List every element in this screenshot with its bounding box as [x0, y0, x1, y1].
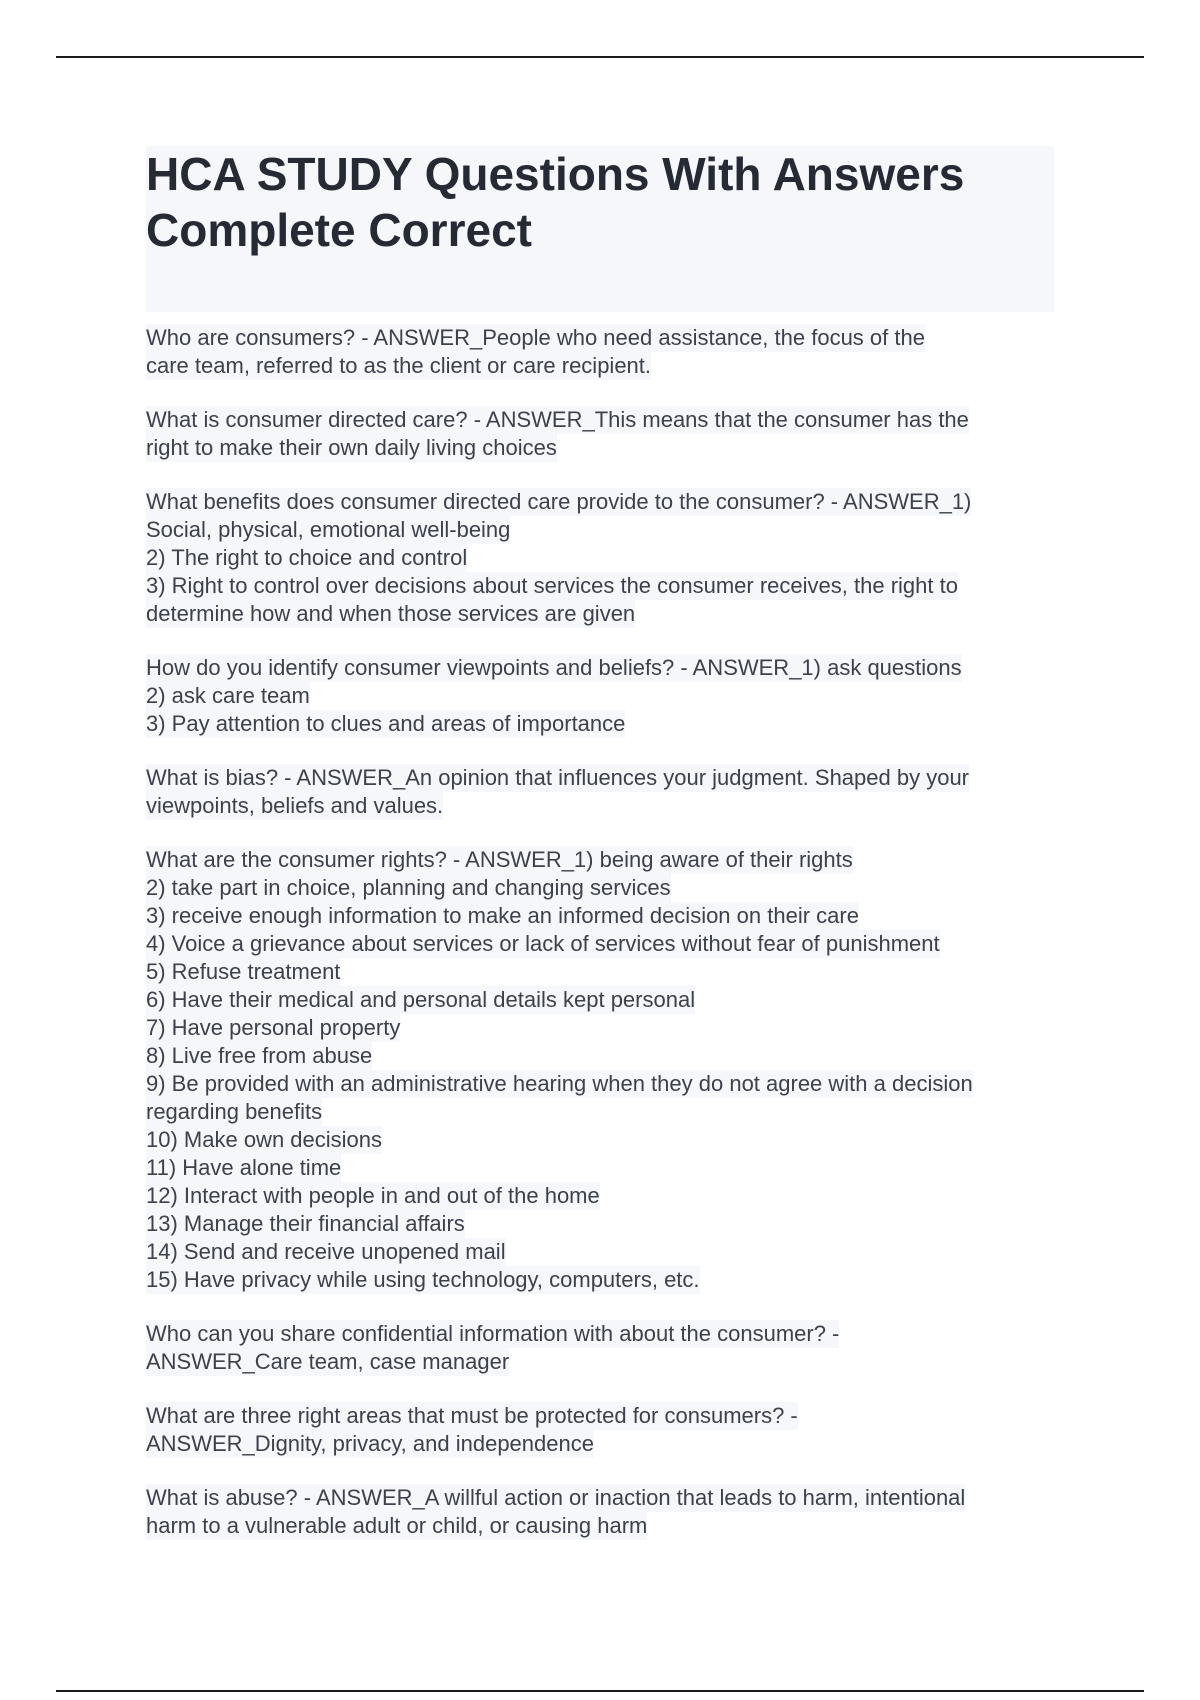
qa-item	[146, 764, 1054, 820]
qa-line: How do you identify consumer viewpoints and beliefs? - ANSWER_1) ask questions	[146, 655, 962, 680]
title-block	[146, 146, 1054, 312]
top-rule	[56, 56, 1144, 58]
title-line-1: HCA STUDY Questions With Answers	[146, 148, 965, 200]
qa-line: 2) ask care team	[146, 683, 310, 708]
qa-line: Who are consumers? - ANSWER_People who need assistance, the focus of the	[146, 325, 925, 350]
qa-line: 2) take part in choice, planning and changing services	[146, 875, 671, 900]
qa-line: harm to a vulnerable adult or child, or causing harm	[146, 1513, 648, 1538]
qa-line: 6) Have their medical and personal details kept personal	[146, 987, 696, 1012]
qa-line: What is bias? - ANSWER_An opinion that influences your judgment. Shaped by your	[146, 765, 970, 790]
bottom-rule	[56, 1690, 1144, 1692]
qa-line: 9) Be provided with an administrative hearing when they do not agree with a decision	[146, 1071, 973, 1096]
qa-line: What are the consumer rights? - ANSWER_1) being aware of their rights	[146, 847, 853, 872]
qa-line: Social, physical, emotional well-being	[146, 517, 511, 542]
qa-item	[146, 1320, 1054, 1376]
qa-line: 3) receive enough information to make an informed decision on their care	[146, 903, 859, 928]
qa-item	[146, 1402, 1054, 1458]
qa-line: determine how and when those services are given	[146, 601, 636, 626]
document-body	[146, 146, 1054, 1566]
title-line-2: Complete Correct	[146, 204, 532, 256]
qa-list	[146, 312, 1054, 1540]
qa-item	[146, 488, 1054, 628]
qa-line: What are three right areas that must be protected for consumers? -	[146, 1403, 798, 1428]
qa-line: 11) Have alone time	[146, 1155, 342, 1180]
qa-line: 3) Right to control over decisions about services the consumer receives, the right to	[146, 573, 958, 598]
qa-line: 15) Have privacy while using technology, computers, etc.	[146, 1267, 700, 1292]
qa-line: 12) Interact with people in and out of the home	[146, 1183, 600, 1208]
qa-line: ANSWER_Dignity, privacy, and independence	[146, 1431, 594, 1456]
qa-item	[146, 406, 1054, 462]
qa-line: What is consumer directed care? - ANSWER_This means that the consumer has the	[146, 407, 969, 432]
qa-line: 8) Live free from abuse	[146, 1043, 373, 1068]
qa-item	[146, 846, 1054, 1294]
qa-line: 7) Have personal property	[146, 1015, 401, 1040]
qa-line: 3) Pay attention to clues and areas of importance	[146, 711, 626, 736]
qa-line: ANSWER_Care team, case manager	[146, 1349, 510, 1374]
document-title	[146, 146, 1054, 258]
qa-line: What benefits does consumer directed care provide to the consumer? - ANSWER_1)	[146, 489, 972, 514]
qa-item	[146, 324, 1054, 380]
qa-line: 13) Manage their financial affairs	[146, 1211, 465, 1236]
qa-line: 4) Voice a grievance about services or lack of services without fear of punishment	[146, 931, 940, 956]
qa-line: regarding benefits	[146, 1099, 323, 1124]
qa-item	[146, 1484, 1054, 1540]
qa-line: care team, referred to as the client or care recipient.	[146, 353, 652, 378]
qa-line: 10) Make own decisions	[146, 1127, 383, 1152]
qa-line: 2) The right to choice and control	[146, 545, 468, 570]
qa-line: Who can you share confidential information with about the consumer? -	[146, 1321, 840, 1346]
qa-line: viewpoints, beliefs and values.	[146, 793, 444, 818]
qa-line: 5) Refuse treatment	[146, 959, 341, 984]
qa-line: What is abuse? - ANSWER_A willful action or inaction that leads to harm, intentional	[146, 1485, 966, 1510]
qa-item	[146, 654, 1054, 738]
qa-line: right to make their own daily living choices	[146, 435, 557, 460]
qa-line: 14) Send and receive unopened mail	[146, 1239, 506, 1264]
